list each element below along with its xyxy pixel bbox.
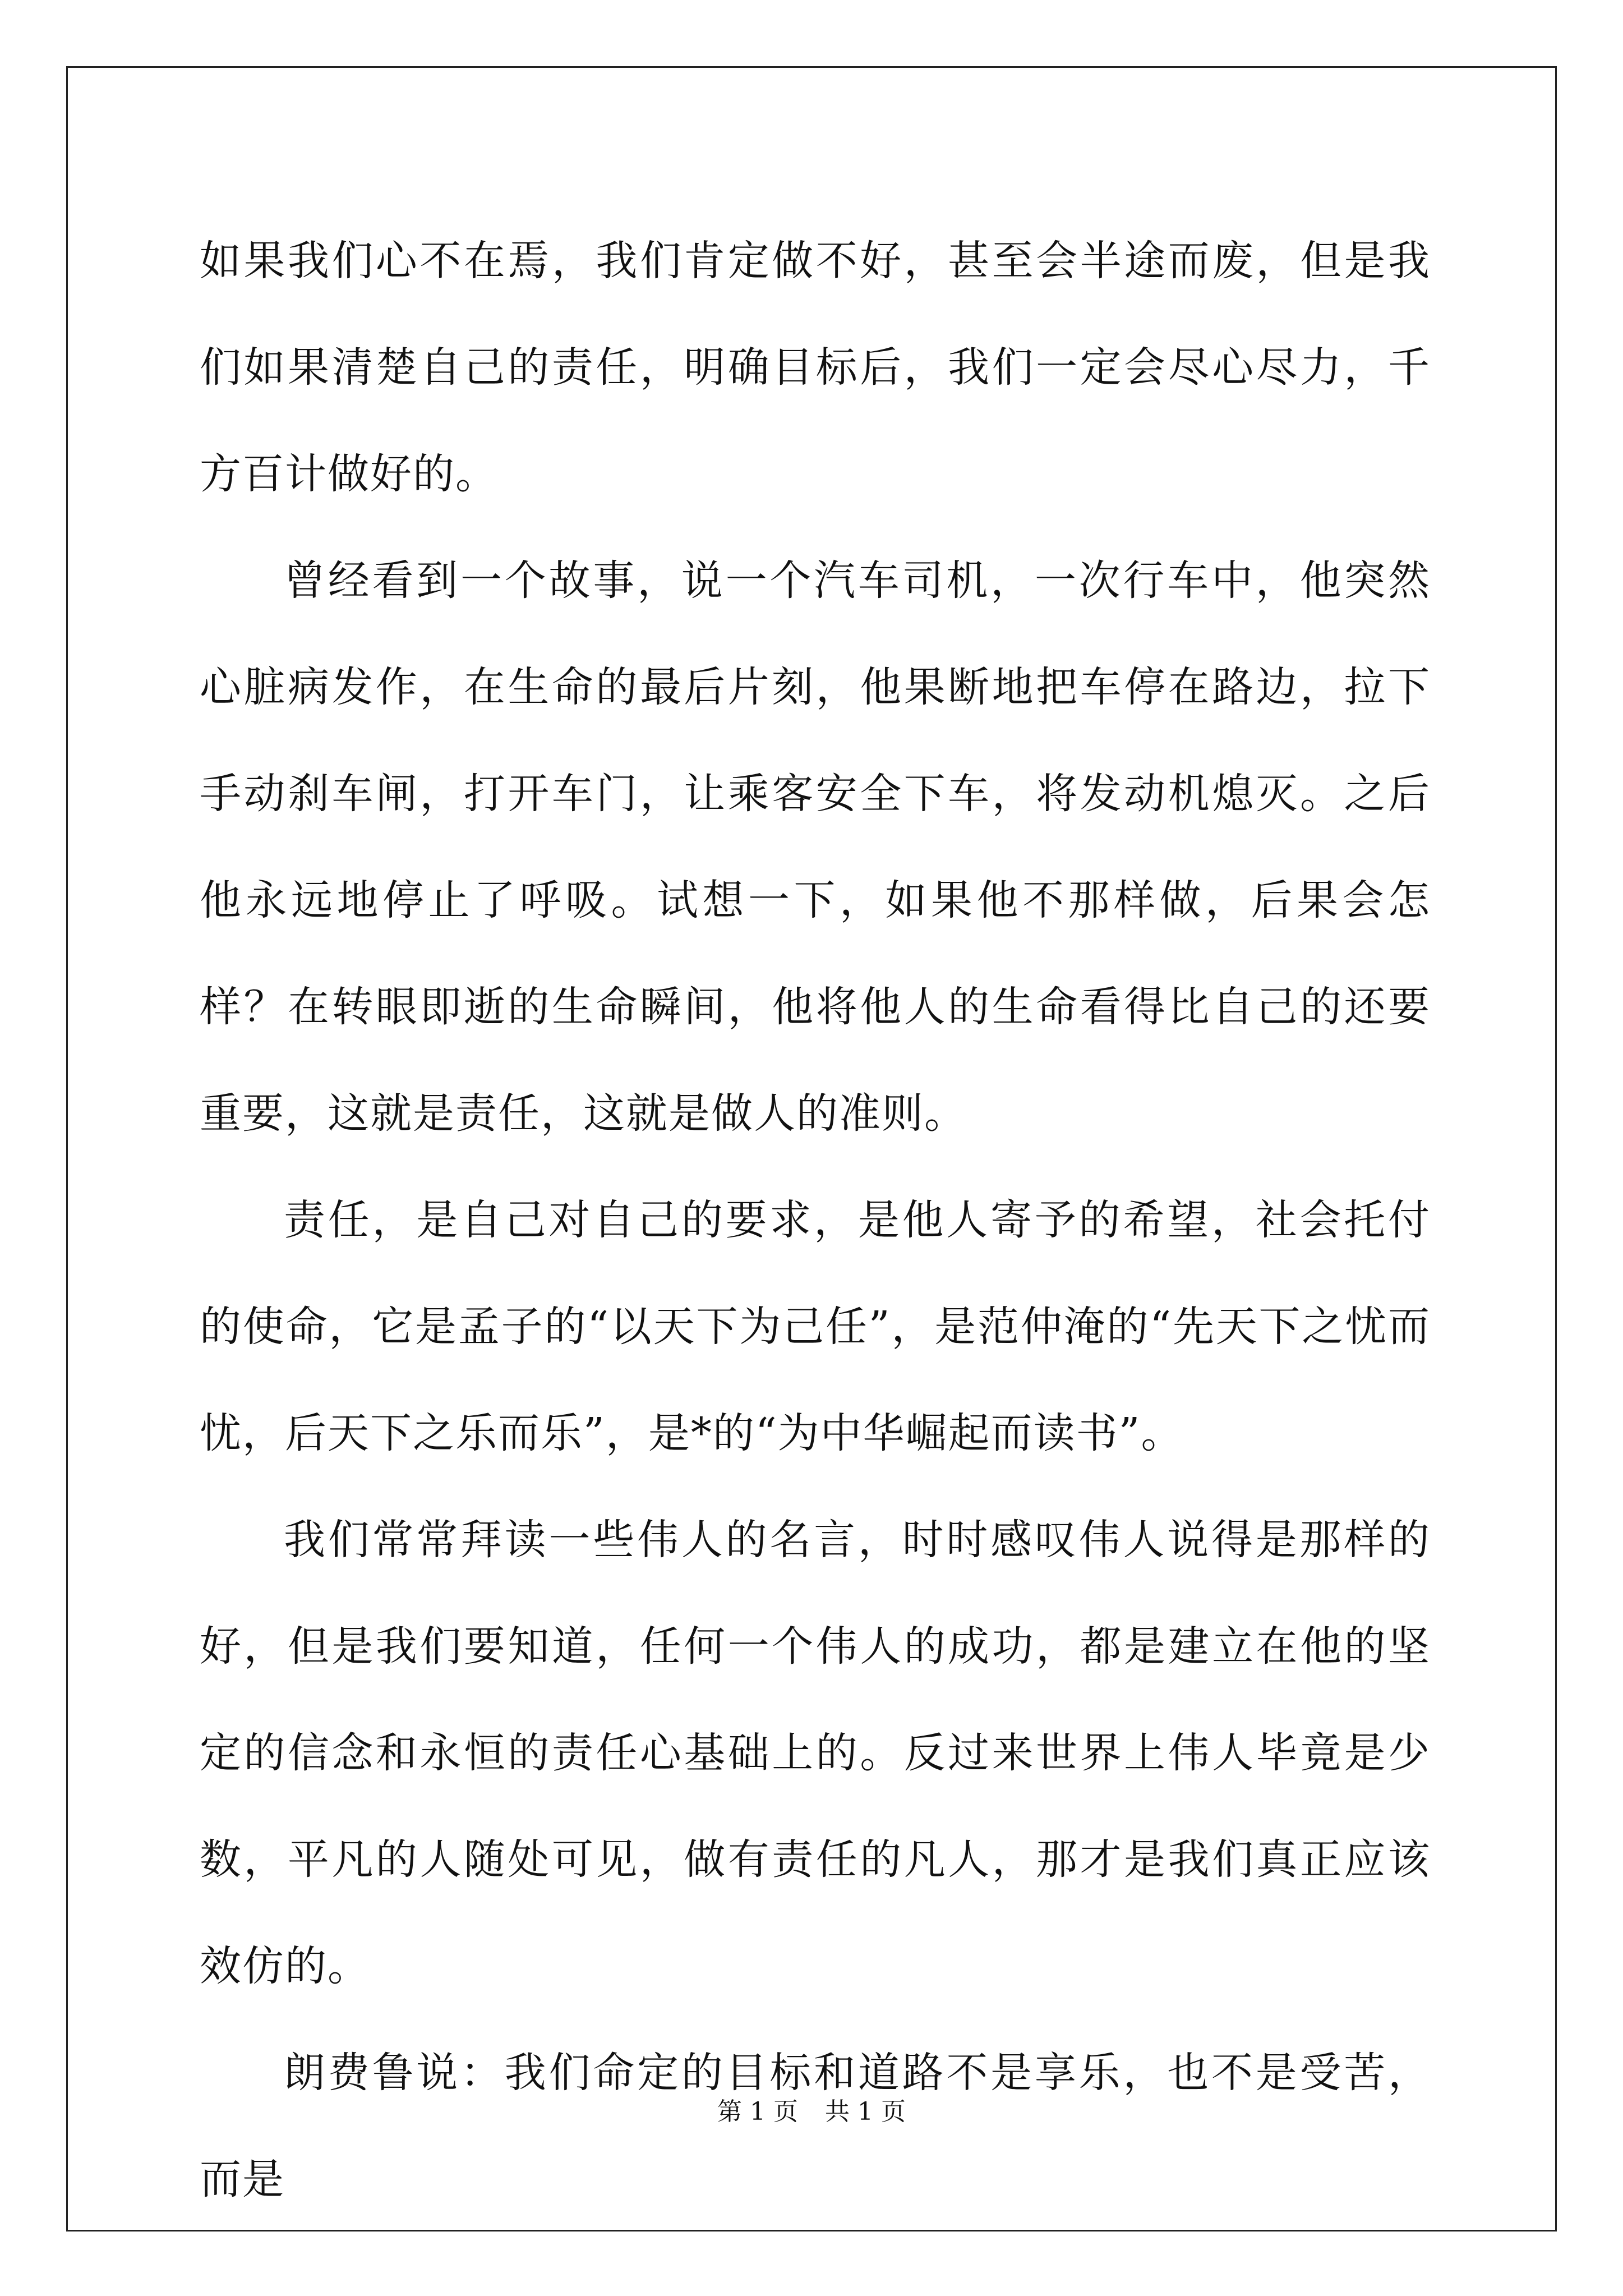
paragraph-5: 朗费鲁说：我们命定的目标和道路不是享乐，也不是受苦，而是 (200, 2049, 1431, 2203)
page-number: 第 1 页 (717, 2097, 798, 2126)
paragraph-4: 我们常常拜读一些伟人的名言，时时感叹伟人说得是那样的好，但是我们要知道，任何一个伟人的成功，都是建立在他的坚定的信念和永恒的责任心基础上的。反过来世界上伟人毕竟是少数，平凡的人随处可见，做有责任的凡人，那才是我们真正应该效仿的。 (200, 1516, 1431, 1990)
paragraph-3: 责任，是自己对自己的要求，是他人寄予的希望，社会托付的使命，它是孟子的“以天下为己任”，是范仲淹的“先天下之忧而忧，后天下之乐而乐”，是*的“为中华崛起而读书”。 (200, 1196, 1431, 1457)
paragraph-1: 如果我们心不在焉，我们肯定做不好，甚至会半途而废，但是我们如果清楚自己的责任，明确目标后，我们一定会尽心尽力，千方百计做好的。 (200, 237, 1431, 498)
page-total: 共 1 页 (825, 2097, 906, 2126)
paragraph-2: 曾经看到一个故事，说一个汽车司机，一次行车中，他突然心脏病发作，在生命的最后片刻，他果断地把车停在路边，拉下手动刹车闸，打开车门，让乘客安全下车，将发动机熄灭。之后他永远地停止了呼吸。试想一下，如果他不那样做，后果会怎样？在转眼即逝的生命瞬间，他将他人的生命看得比自己的还要重要，这就是责任，这就是做人的准则。 (200, 556, 1431, 1138)
page-footer (0, 2095, 1623, 2129)
document-body (200, 208, 1431, 2233)
